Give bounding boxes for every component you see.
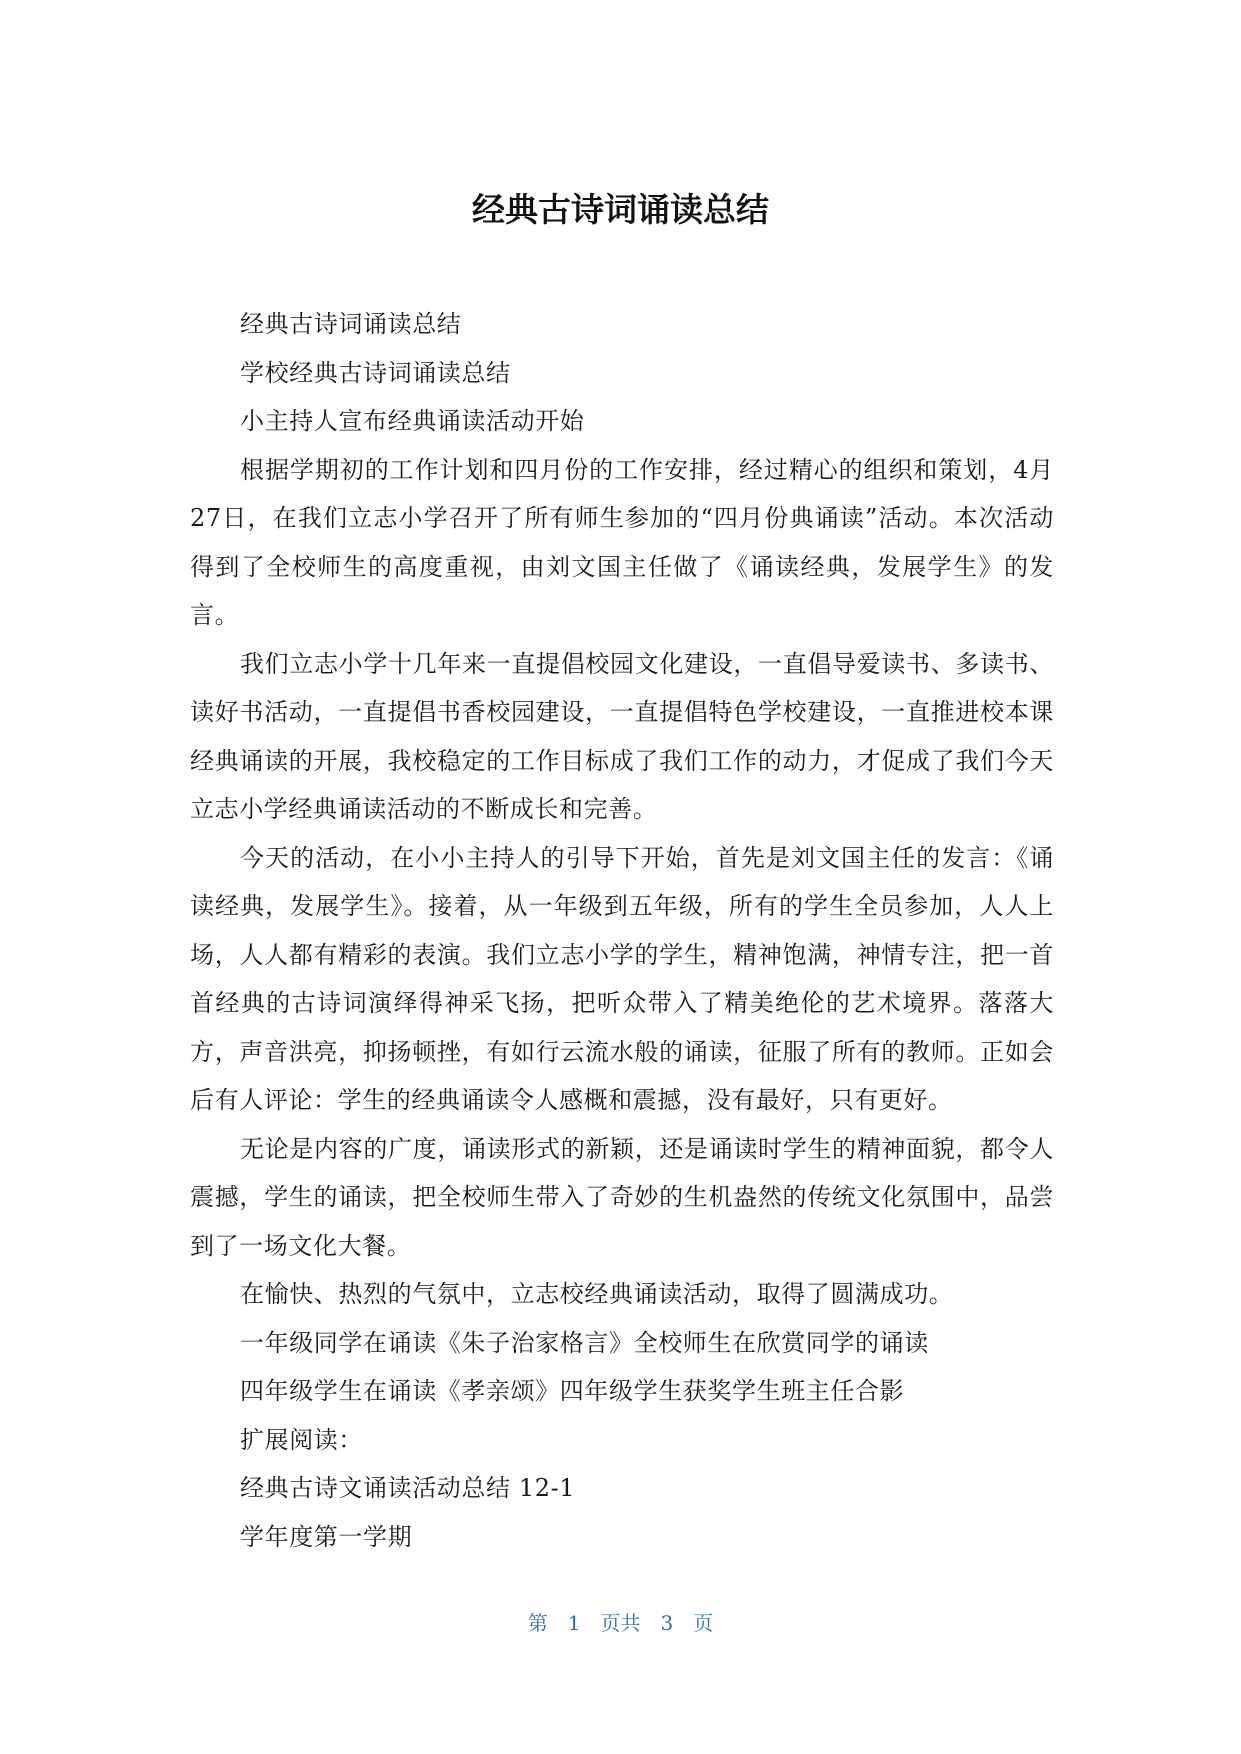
paragraph: 小主持人宣布经典诵读活动开始 xyxy=(240,407,585,435)
paragraph: 学校经典古诗词诵读总结 xyxy=(240,358,511,387)
footer-prefix: 第 xyxy=(527,1611,548,1635)
paragraph: 经典古诗词诵读总结 xyxy=(240,310,462,338)
paragraph: 在愉快、热烈的气氛中，立志校经典诵读活动，取得了圆满成功。 xyxy=(240,1280,954,1308)
paragraph: 一年级同学在诵读《朱子治家格言》全校师生在欣赏同学的诵读 xyxy=(240,1328,929,1357)
page-footer xyxy=(0,1607,1241,1636)
footer-suffix: 页 xyxy=(693,1611,714,1635)
paragraph: 经典古诗文诵读活动总结 12-1 xyxy=(240,1474,576,1502)
paragraph: 扩展阅读： xyxy=(240,1425,363,1454)
document-title: 经典古诗词诵读总结 xyxy=(472,190,769,229)
paragraph: 根据学期初的工作计划和四月份的工作安排，经过精心的组织和策划，4月27日，在我们立志小学召开了所有师生参加的“四月份典诵读”活动。本次活动得到了全校师生的高度重视，由刘文国主任做了《诵读经典，发展学生》的发言。 xyxy=(190,455,1054,629)
footer-total-pages: 3 xyxy=(660,1611,674,1635)
paragraph: 学年度第一学期 xyxy=(240,1522,413,1551)
paragraph: 我们立志小学十几年来一直提倡校园文化建设，一直倡导爱读书、多读书、读好书活动，一直提倡书香校园建设，一直提倡特色学校建设，一直推进校本课经典诵读的开展，我校稳定的工作目标成了我们工作的动力，才促成了我们今天立志小学经典诵读活动的不断成长和完善。 xyxy=(190,649,1054,823)
document-body xyxy=(190,300,1054,1561)
paragraph: 无论是内容的广度，诵读形式的新颖，还是诵读时学生的精神面貌，都令人震撼，学生的诵读，把全校师生带入了奇妙的生机盎然的传统文化氛围中，品尝到了一场文化大餐。 xyxy=(190,1134,1054,1260)
paragraph: 四年级学生在诵读《孝亲颂》四年级学生获奖学生班主任合影 xyxy=(240,1377,905,1405)
paragraph: 今天的活动，在小小主持人的引导下开始，首先是刘文国主任的发言：《诵读经典，发展学生》。接着，从一年级到五年级，所有的学生全员参加，人人上场，人人都有精彩的表演。我们立志小学的学生，精神饱满，神情专注，把一首首经典的古诗词演绎得神采飞扬，把听众带入了精美绝伦的艺术境界。落落大方，声音洪亮，抑扬顿挫，有如行云流水般的诵读，征服了所有的教师。正如会后有人评论：学生的经典诵读令人感概和震撼，没有最好，只有更好。 xyxy=(190,843,1054,1114)
footer-current-page: 1 xyxy=(567,1611,581,1635)
footer-middle: 页共 xyxy=(600,1611,641,1635)
